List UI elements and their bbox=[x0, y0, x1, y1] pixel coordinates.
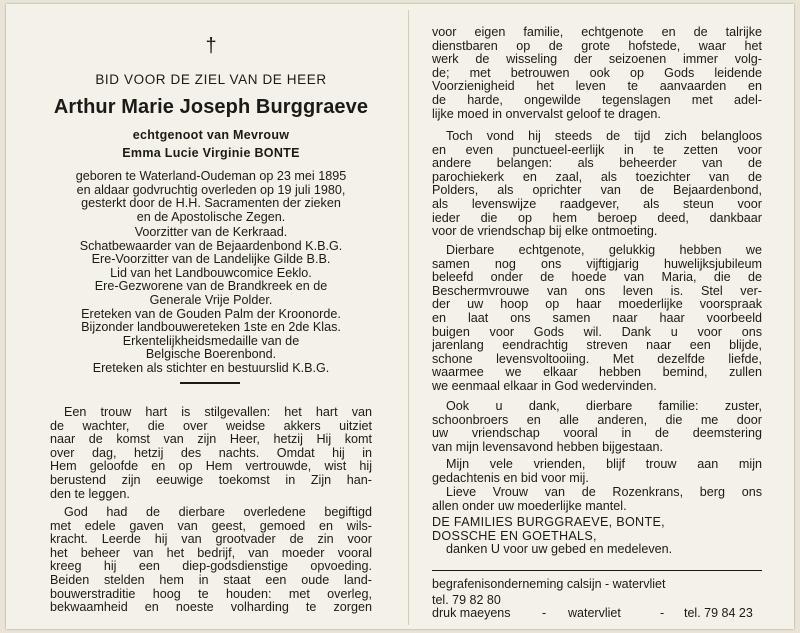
text-line: kracht. Leerde hij van grootvader de zin voor bbox=[50, 533, 372, 547]
families-thanks: danken U voor uw gebed en medeleven. bbox=[446, 542, 673, 557]
undertaker-tel: tel. 79 82 80 bbox=[432, 593, 501, 607]
printer-separator: - bbox=[660, 606, 665, 620]
bio-block bbox=[50, 170, 372, 224]
text-line: en even punctueel-eerlijk in te zetten voor bbox=[432, 143, 762, 157]
printer-tel: tel. 79 84 23 bbox=[684, 606, 753, 620]
text-line: samen nog ons vijftigjarig huwelijksjubileum bbox=[432, 257, 762, 271]
bio-line: gesterkt door de H.H. Sacramenten der zieken bbox=[81, 196, 341, 211]
divider-rule bbox=[180, 382, 240, 384]
title-line: Ere-Gezworene van de Brandkreek en de bbox=[94, 279, 328, 294]
text-line: we eenmaal elkaar in God wedervinden. bbox=[432, 379, 657, 393]
text-line: Mijn vele vrienden, blijf trouw aan mijn bbox=[446, 458, 762, 471]
text-line: Ook u dank, dierbare familie: zuster, bbox=[446, 400, 762, 413]
title-line: Schatbewaarder van de Bejaardenbond K.B.G. bbox=[79, 238, 343, 253]
families-block bbox=[432, 516, 762, 557]
text-line: Beiden stelden hem in staat een oude land- bbox=[50, 573, 372, 587]
text-line: allen onder uw moederlijke mantel. bbox=[432, 499, 627, 513]
text-line: Een trouw hart is stilgevallen: het hart van bbox=[64, 406, 372, 419]
printer-separator: - bbox=[542, 606, 547, 620]
paragraph-gifts bbox=[50, 506, 372, 615]
bio-line: en de Apostolische Zegen. bbox=[136, 209, 286, 224]
text-line: jarenlang eendrachtig streven naar een blijde, bbox=[432, 339, 762, 353]
text-line: bekwaamheid en noeste volharding te zorgen bbox=[50, 601, 372, 615]
bio-line: en aldaar godvruchtig overleden op 19 juli 1980, bbox=[76, 182, 346, 197]
undertaker-block bbox=[432, 576, 762, 608]
text-line: Polders, als oprichter van de Bejaardenbond, bbox=[432, 184, 762, 198]
text-line: den te leggen. bbox=[50, 487, 130, 501]
title-line: Erkentelijkheidsmedaille van de bbox=[122, 333, 300, 348]
text-line: der uw hoop op haar moederlijke voorspraak bbox=[432, 298, 762, 312]
title-line: Ere-Voorzitter van de Landelijke Gilde B.B. bbox=[91, 252, 331, 267]
text-line: kreeg hij een diep-godsdienstige opvoeding. bbox=[50, 560, 372, 574]
text-line: Dierbare echtgenote, gelukkig hebben we bbox=[446, 244, 762, 257]
paragraph-friends bbox=[432, 458, 762, 485]
text-line: en laat ons samen naar haar voorbeeld bbox=[432, 311, 762, 325]
text-line: waarmee we elkaar hebben bemind, zullen bbox=[432, 366, 762, 380]
text-line: Toch vond hij steeds de tijd zich belangloos bbox=[446, 130, 762, 143]
text-line: ieder die op hem beroep deed, dankbaar bbox=[432, 211, 762, 225]
text-line: bouwerstraditie hoog te houden: met overleg, bbox=[50, 587, 372, 601]
text-line: werk de wisseling der seizoenen immer volg- bbox=[432, 53, 762, 67]
text-line: de harde, ongewilde tegenslagen met adel- bbox=[432, 93, 762, 107]
paragraph-heart bbox=[50, 406, 372, 501]
printer-line bbox=[432, 606, 762, 620]
text-line: Beschermvrouwe van ons leven is. Stel ver- bbox=[432, 284, 762, 298]
text-line: het beheer van het bedrijf, van moeder vooral bbox=[50, 546, 372, 560]
paragraph-family bbox=[432, 26, 762, 121]
titles-block bbox=[50, 226, 372, 376]
text-line: gedachtenis en bid voor mij. bbox=[432, 471, 589, 485]
text-line: beleefd onder de hoede van Maria, die de bbox=[432, 271, 762, 285]
text-line: lijke moed in onvervalst geloof te dragen. bbox=[432, 107, 661, 121]
text-line: berustend zijn eeuwige toekomst in Zijn han- bbox=[50, 473, 372, 487]
printer-city: watervliet bbox=[568, 606, 621, 620]
text-line: God had de dierbare overledene begiftigd bbox=[64, 506, 372, 519]
title-line: Voorzitter van de Kerkraad. bbox=[134, 225, 288, 239]
text-line: naar de komst van zijn Heer, hetzij Hij komt bbox=[50, 433, 372, 447]
prayer-heading: BID VOOR DE ZIEL VAN DE HEER bbox=[95, 72, 327, 87]
title-line: Ereteken van de Gouden Palm der Kroonorde. bbox=[81, 306, 341, 321]
text-line: Hem geloofde en op Hem vertrouwde, wist hij bbox=[50, 460, 372, 474]
text-line: voor de vriendschap bij elke ontmoeting. bbox=[432, 225, 658, 239]
families-line: DE FAMILIES BURGGRAEVE, BONTE, bbox=[432, 515, 665, 529]
title-line: Belgische Boerenbond. bbox=[145, 347, 277, 362]
spouse-intro: echtgenoot van Mevrouw bbox=[132, 128, 290, 142]
paragraph-spouse bbox=[432, 244, 762, 394]
memorial-card bbox=[6, 4, 794, 629]
printer-name: druk maeyens bbox=[432, 606, 511, 620]
text-line: dienstbaren op de grote hofstede, waar het bbox=[432, 39, 762, 53]
text-line: de; met betrouwen ook op Gods leidende bbox=[432, 66, 762, 80]
title-line: Lid van het Landbouwcomice Eeklo. bbox=[110, 265, 312, 280]
text-line: parochiekerk en zaal, als toezichter van de bbox=[432, 170, 762, 184]
fold-line bbox=[408, 10, 409, 625]
bio-line: geboren te Waterland-Oudeman op 23 mei 1895 bbox=[75, 169, 347, 183]
text-line: schone levensvoltooiing. Met dezelfde liefde, bbox=[432, 352, 762, 366]
text-line: met edele gaven van geest, gemoed en wils- bbox=[50, 519, 372, 533]
footer-rule bbox=[432, 570, 762, 571]
text-line: andere belangen: als beheerder van de bbox=[432, 157, 762, 171]
spouse-name: Emma Lucie Virginie BONTE bbox=[122, 146, 300, 160]
families-line: DOSSCHE EN GOETHALS, bbox=[432, 528, 597, 543]
text-line: Voorzienigheid het leven te aanvaarden en bbox=[432, 80, 762, 94]
deceased-name: Arthur Marie Joseph Burggraeve bbox=[53, 96, 369, 118]
title-line: Bijzonder landbouwereteken 1ste en 2de Klas. bbox=[81, 320, 341, 335]
paragraph-service bbox=[432, 130, 762, 239]
undertaker-name: begrafenisonderneming calsijn - watervliet bbox=[432, 577, 666, 591]
text-line: uw vriendschap vooral in de deemstering bbox=[432, 427, 762, 441]
text-line: van mijn levensavond hebben bijgestaan. bbox=[432, 440, 664, 454]
cross-icon: † bbox=[205, 35, 217, 57]
title-line: Ereteken als stichter en bestuurslid K.B.G. bbox=[92, 360, 330, 375]
text-line: de wachter, die over weidse akkers uitziet bbox=[50, 419, 372, 433]
paragraph-thanks-family bbox=[432, 400, 762, 454]
title-line: Generale Vrije Polder. bbox=[149, 292, 273, 307]
text-line: over dag, hetzij des nachts. Omdat hij in bbox=[50, 446, 372, 460]
text-line: als levenswijze raadgever, als steun voor bbox=[432, 197, 762, 211]
text-line: buigen voor Gods wil. Dank u voor ons bbox=[432, 325, 762, 339]
text-line: schoonbroers en alle anderen, die me door bbox=[432, 413, 762, 427]
text-line: voor eigen familie, echtgenote en de talrijke bbox=[432, 26, 762, 39]
paragraph-prayer bbox=[432, 486, 762, 513]
text-line: Lieve Vrouw van de Rozenkrans, berg ons bbox=[446, 486, 762, 499]
